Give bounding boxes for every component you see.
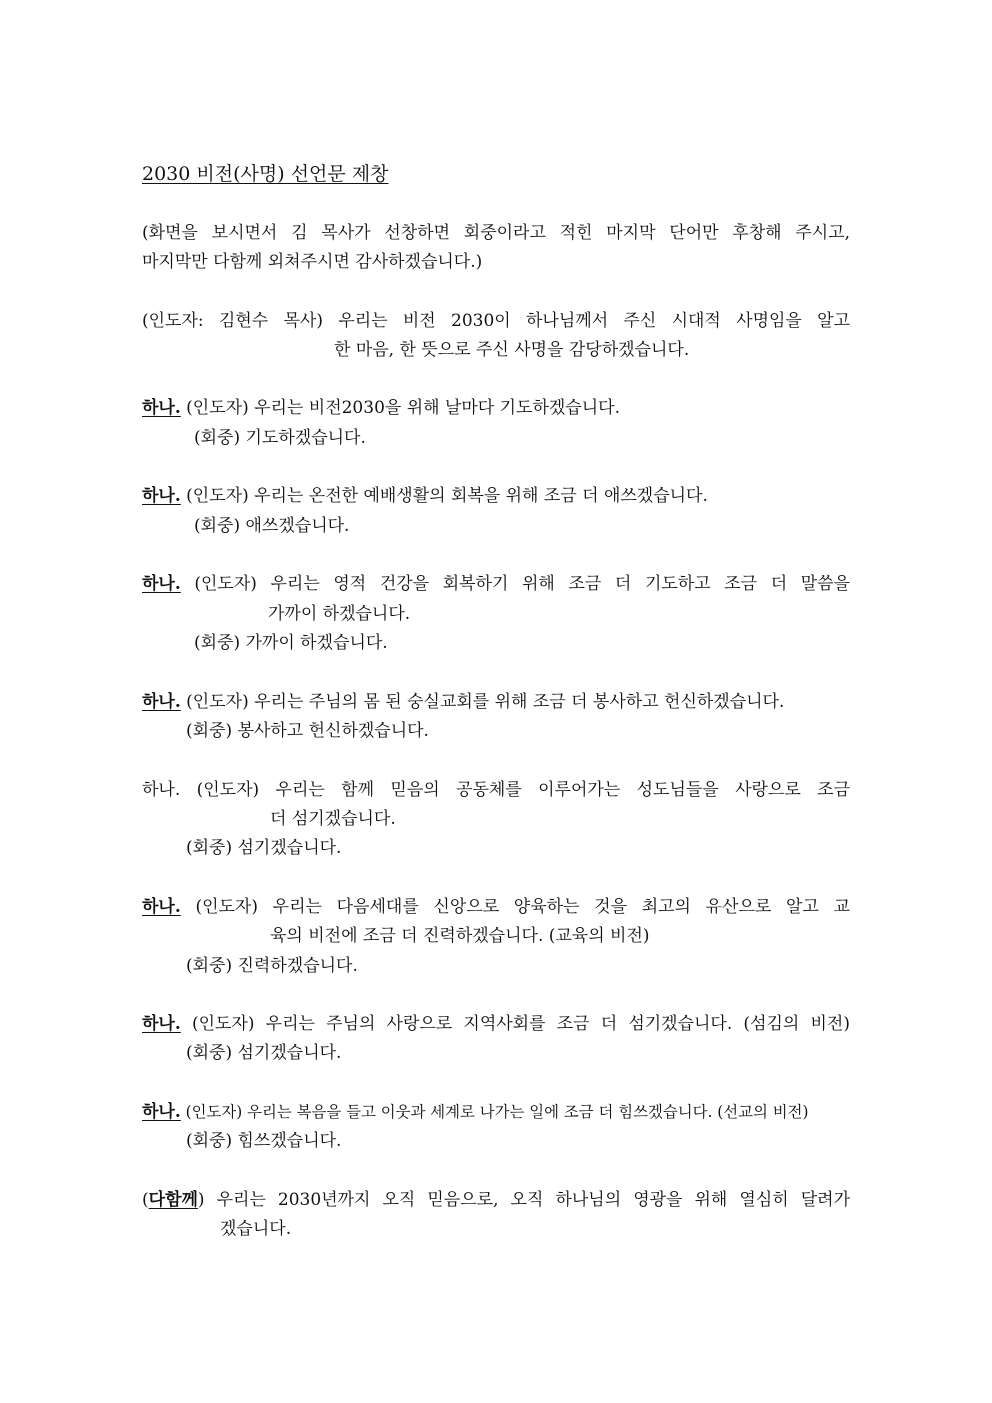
- congregation-response: (회중) 가까이 하겠습니다.: [194, 633, 388, 653]
- declaration-item: [142, 397, 850, 419]
- congregation-response: (회중) 섬기겠습니다.: [186, 1043, 342, 1063]
- finale-text-continued: 겠습니다.: [220, 1219, 292, 1239]
- leader-text: (인도자) 우리는 주님의 사랑으로 지역사회를 조금 더 섬기겠습니다. (섬김의 비전): [180, 1014, 850, 1034]
- congregation-response: (회중) 힘쓰겠습니다.: [186, 1131, 342, 1151]
- leader-text: (인도자) 우리는 다음세대를 신앙으로 양육하는 것을 최고의 유산으로 알고 교: [180, 897, 850, 917]
- item-prefix: 하나.: [142, 1014, 181, 1034]
- item-prefix: 하나.: [142, 692, 181, 712]
- leader-text: (인도자) 우리는 비전2030을 위해 날마다 기도하겠습니다.: [180, 398, 620, 418]
- leader-text-continued: 육의 비전에 조금 더 진력하겠습니다. (교육의 비전): [270, 926, 650, 946]
- congregation-response: (회중) 섬기겠습니다.: [186, 838, 342, 858]
- declaration-item: [142, 896, 850, 918]
- leader-text-continued: 더 섬기겠습니다.: [270, 809, 396, 829]
- leader-text: (인도자) 우리는 주님의 몸 된 숭실교회를 위해 조금 더 봉사하고 헌신하겠습니다.: [180, 692, 785, 712]
- instructions-line-2: 마지막만 다함께 외쳐주시면 감사하겠습니다.): [142, 252, 483, 272]
- item-prefix: 하나.: [142, 574, 181, 594]
- item-prefix: 하나.: [142, 780, 181, 800]
- leader-text: (인도자) 우리는 함께 믿음의 공동체를 이루어가는 성도님들을 사랑으로 조금: [180, 780, 850, 800]
- congregation-response: (회중) 봉사하고 헌신하겠습니다.: [186, 721, 429, 741]
- declaration-item: [142, 691, 850, 713]
- declaration-item: [142, 485, 850, 507]
- declaration-item: [142, 573, 850, 595]
- leader-text: (인도자) 우리는 영적 건강을 회복하기 위해 조금 더 기도하고 조금 더 말씀을: [180, 574, 850, 594]
- declaration-item: [142, 1101, 850, 1123]
- congregation-response: (회중) 애쓰겠습니다.: [194, 516, 350, 536]
- leader-text: (인도자) 우리는 온전한 예배생활의 회복을 위해 조금 더 애쓰겠습니다.: [180, 486, 708, 506]
- finale-declaration: [142, 1189, 850, 1211]
- intro-line-1: (인도자: 김현수 목사) 우리는 비전 2030이 하나님께서 주신 시대적 사명임을 알고: [142, 311, 850, 331]
- intro-line-2: 한 마음, 한 뜻으로 주신 사명을 감당하겠습니다.: [334, 340, 690, 360]
- leader-text-continued: 가까이 하겠습니다.: [268, 604, 411, 624]
- item-prefix: 하나.: [142, 486, 181, 506]
- leader-text: (인도자) 우리는 복음을 들고 이웃과 세계로 나가는 일에 조금 더 힘쓰겠습니다. (선교의 비전): [180, 1103, 809, 1121]
- item-prefix: 하나.: [142, 897, 181, 917]
- finale-label: 다함께: [148, 1190, 198, 1210]
- declaration-item: [142, 1013, 850, 1035]
- page-title: 2030 비전(사명) 선언문 제창: [142, 163, 389, 185]
- item-prefix: 하나.: [142, 398, 181, 418]
- congregation-response: (회중) 진력하겠습니다.: [186, 956, 358, 976]
- finale-open-paren: (: [142, 1190, 149, 1210]
- congregation-response: (회중) 기도하겠습니다.: [194, 428, 366, 448]
- declaration-item: [142, 779, 850, 801]
- finale-text: ) 우리는 2030년까지 오직 믿음으로, 오직 하나님의 영광을 위해 열심히 달려가: [197, 1190, 850, 1210]
- instructions-line-1: (화면을 보시면서 김 목사가 선창하면 회중이라고 적힌 마지막 단어만 후창해 주시고,: [142, 223, 850, 243]
- item-prefix: 하나.: [142, 1102, 181, 1122]
